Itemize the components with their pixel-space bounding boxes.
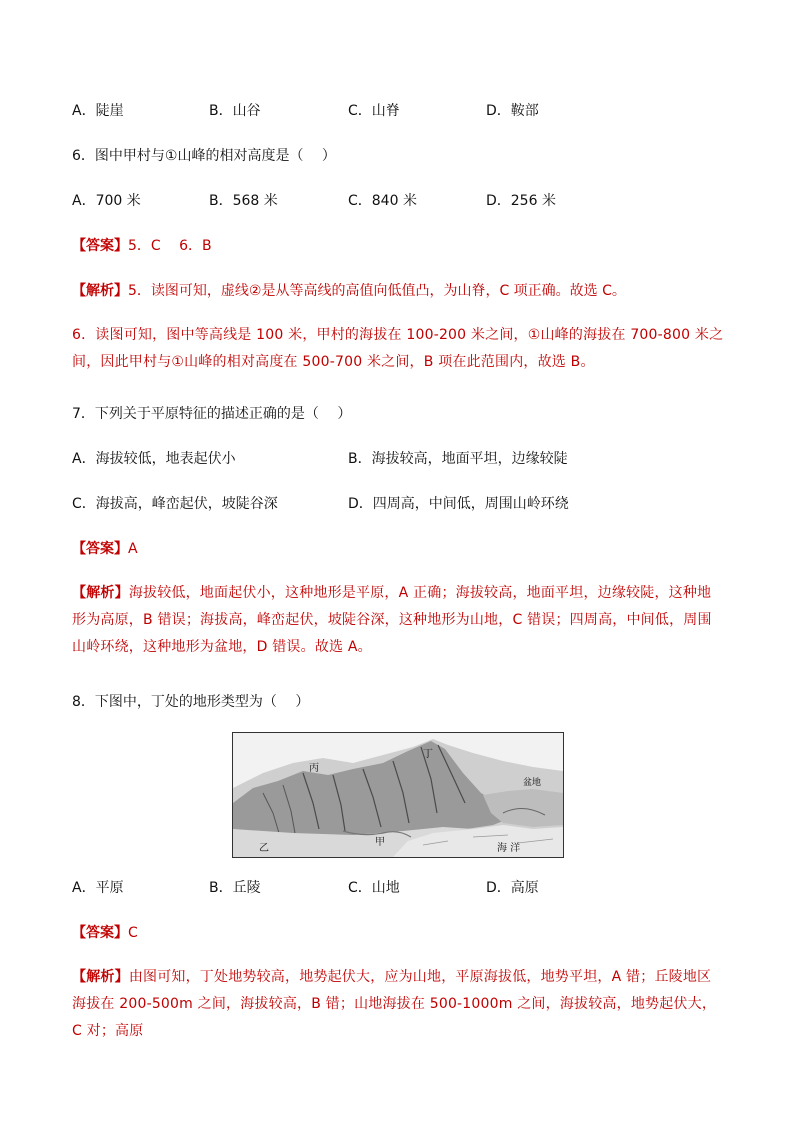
- q8-stem: 8．下图中，丁处的地形类型为（ ）: [72, 694, 310, 710]
- q8-option-b: B．丘陵: [209, 880, 261, 896]
- label-ding: 丁: [423, 749, 433, 760]
- label-bing: 丙: [309, 763, 319, 774]
- explanation-7-text: 海拔较低，地面起伏小，这种地形是平原，A 正确；海拔较高，地面平坦，边缘较陡，这种地形为高原，B 错误；海拔高，峰峦起伏，坡陡谷深，这种地形为山地，C 错误；四周高，中间低，周围山岭环绕，这种地形为盆地，D 错误。故选 A。: [72, 585, 712, 655]
- answer-tag: 【答案】: [72, 541, 128, 557]
- label-jia: 甲: [375, 837, 385, 848]
- explanation-6-text: 6．读图可知，图中等高线是 100 米，甲村的海拔在 100-200 米之间，①山峰的海拔在 700-800 米之间，因此甲村与①山峰的相对高度在 500-700 米之间，B 项在此范围内，故选 B。: [72, 327, 724, 370]
- q7-option-c: C．海拔高，峰峦起伏，坡陡谷深: [72, 496, 278, 512]
- answer-text: A: [128, 541, 138, 557]
- q8-option-c: C．山地: [348, 880, 400, 896]
- q6-option-c: C．840 米: [348, 193, 417, 209]
- q5-option-c: C．山脊: [348, 103, 400, 119]
- q5-option-b: B．山谷: [209, 103, 261, 119]
- answer-text: 5．C 6．B: [128, 238, 212, 254]
- q7-option-a: A．海拔较低，地表起伏小: [72, 451, 236, 467]
- q6-option-d: D．256 米: [486, 193, 556, 209]
- q7-stem: 7．下列关于平原特征的描述正确的是（ ）: [72, 406, 352, 422]
- explanation-tag: 【解析】: [72, 283, 128, 299]
- explanation-tag: 【解析】: [72, 585, 129, 601]
- answer-tag: 【答案】: [72, 925, 128, 941]
- q5-option-a: A．陡崖: [72, 103, 124, 119]
- label-yi: 乙: [259, 843, 269, 854]
- explanation-8: [72, 964, 724, 1045]
- explanation-5: [72, 281, 626, 301]
- explanation-8-text: 由图可知，丁处地势较高，地势起伏大，应为山地，平原海拔低，地势平坦，A 错；丘陵地区海拔在 200-500m 之间，海拔较高，B 错；山地海拔在 500-1000m 之间，海拔较高，地势起伏大，C 对；高原: [72, 969, 717, 1039]
- explanation-tag: 【解析】: [72, 969, 129, 985]
- explanation-7: [72, 580, 724, 661]
- answer-tag: 【答案】: [72, 238, 128, 254]
- answer-8: [72, 923, 138, 943]
- q6-option-b: B．568 米: [209, 193, 278, 209]
- q5-option-d: D．鞍部: [486, 103, 539, 119]
- label-haiyang: 海 洋: [497, 843, 521, 854]
- q7-option-d: D．四周高，中间低，周围山岭环绕: [348, 496, 569, 512]
- answer-5-6: [72, 236, 212, 256]
- answer-text: C: [128, 925, 138, 941]
- q8-option-d: D．高原: [486, 880, 539, 896]
- explanation-5-text: 5．读图可知，虚线②是从等高线的高值向低值凸，为山脊，C 项正确。故选 C。: [128, 283, 626, 299]
- q7-option-b: B．海拔较高，地面平坦，边缘较陡: [348, 451, 568, 467]
- q6-stem: 6．图中甲村与①山峰的相对高度是（ ）: [72, 148, 336, 164]
- q8-option-a: A．平原: [72, 880, 124, 896]
- q6-option-a: A．700 米: [72, 193, 141, 209]
- answer-7: [72, 539, 138, 559]
- terrain-figure: [232, 732, 564, 858]
- label-pendi: 盆地: [523, 778, 542, 788]
